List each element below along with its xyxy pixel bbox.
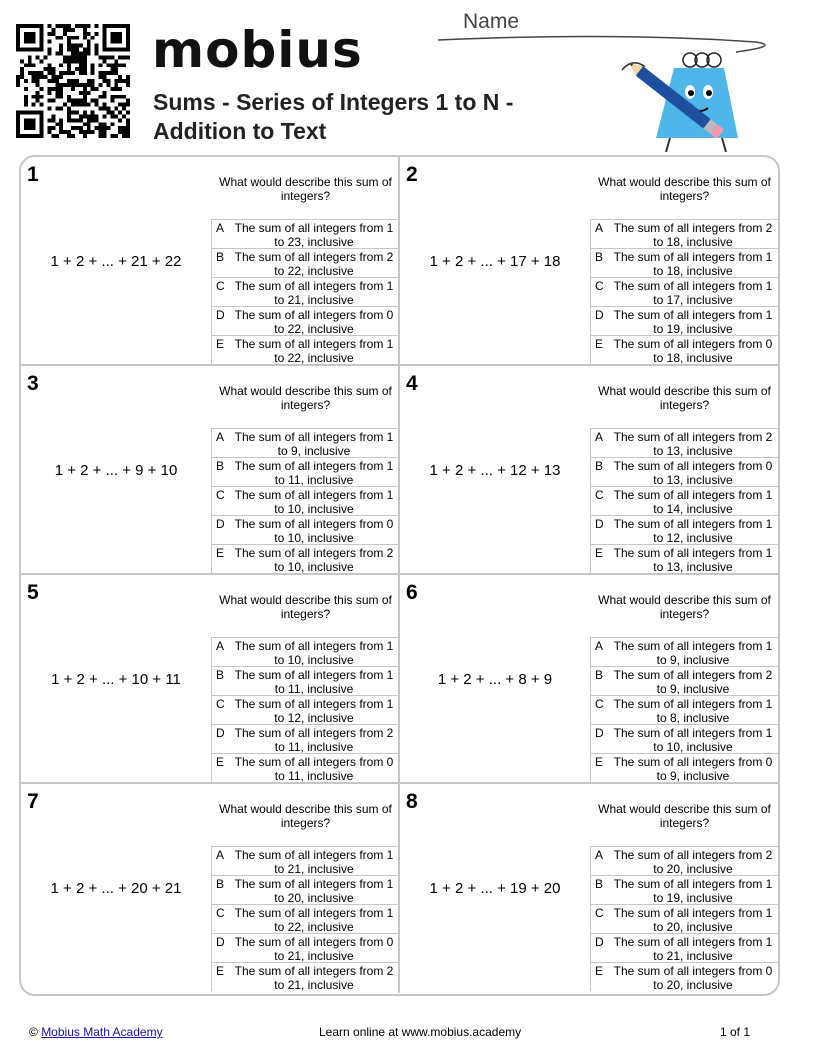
problem-number: 4 [406, 372, 418, 395]
choice-letter: B [216, 877, 225, 891]
sum-expression: 1 + 2 + ... + 17 + 18 [429, 253, 561, 270]
problem-number: 3 [27, 372, 39, 395]
choice-text: The sum of all integers from 1 to 22, inclusive [234, 906, 394, 933]
choice-letter: E [595, 755, 604, 769]
answer-choices [590, 846, 779, 991]
choice-letter: E [216, 964, 225, 978]
choice-text: The sum of all integers from 1 to 17, inclusive [613, 279, 773, 306]
choice-letter: E [216, 337, 225, 351]
choice-letter: D [216, 517, 225, 531]
answer-choice[interactable] [211, 666, 400, 695]
choice-text: The sum of all integers from 1 to 20, inclusive [234, 877, 394, 904]
choice-text: The sum of all integers from 2 to 11, inclusive [234, 726, 394, 753]
problem-number: 5 [27, 581, 39, 604]
answer-choice[interactable] [211, 637, 400, 666]
answer-choice[interactable] [590, 306, 779, 335]
choice-letter: B [216, 250, 225, 264]
problem-number: 7 [27, 790, 39, 813]
answer-choice[interactable] [590, 846, 779, 875]
answer-choice[interactable] [211, 695, 400, 724]
sum-expression: 1 + 2 + ... + 9 + 10 [54, 462, 178, 479]
answer-choice[interactable] [211, 248, 400, 277]
choice-letter: D [216, 935, 225, 949]
choice-text: The sum of all integers from 0 to 9, inclusive [613, 755, 773, 782]
answer-choice[interactable] [211, 219, 400, 248]
choice-letter: A [595, 848, 604, 862]
question-text: What would describe this sum of integers? [219, 802, 392, 830]
sum-expression: 1 + 2 + ... + 12 + 13 [429, 462, 561, 479]
footer-learn-online: Learn online at www.mobius.academy [319, 1025, 522, 1039]
choice-letter: E [216, 546, 225, 560]
mascot-illustration [612, 48, 742, 156]
choice-text: The sum of all integers from 0 to 21, inclusive [234, 935, 394, 962]
answer-choices [211, 846, 400, 991]
answer-choice[interactable] [590, 933, 779, 962]
choice-text: The sum of all integers from 2 to 9, inclusive [613, 668, 773, 695]
choice-letter: C [595, 488, 604, 502]
question-text: What would describe this sum of integers? [598, 384, 771, 412]
choice-letter: D [595, 308, 604, 322]
answer-choice[interactable] [590, 904, 779, 933]
choice-letter: C [216, 488, 225, 502]
choice-text: The sum of all integers from 2 to 13, inclusive [613, 430, 773, 457]
choice-text: The sum of all integers from 2 to 10, inclusive [234, 546, 394, 573]
worksheet-title: Sums - Series of Integers 1 to N - Addition to Text [153, 89, 514, 144]
problem-number: 2 [406, 163, 418, 186]
answer-choice[interactable] [211, 846, 400, 875]
choice-letter: E [216, 755, 225, 769]
choice-text: The sum of all integers from 1 to 14, inclusive [613, 488, 773, 515]
question-text: What would describe this sum of integers? [598, 593, 771, 621]
problem-number: 1 [27, 163, 39, 186]
answer-choice[interactable] [590, 695, 779, 724]
answer-choice[interactable] [590, 666, 779, 695]
answer-choice[interactable] [211, 544, 400, 573]
sum-expression: 1 + 2 + ... + 8 + 9 [437, 671, 553, 688]
sum-expression: 1 + 2 + ... + 20 + 21 [50, 880, 182, 897]
answer-choice[interactable] [590, 637, 779, 666]
choice-letter: B [595, 250, 604, 264]
choice-letter: C [595, 906, 604, 920]
choice-letter: A [216, 639, 225, 653]
choice-text: The sum of all integers from 1 to 19, inclusive [613, 877, 773, 904]
choice-text: The sum of all integers from 1 to 10, inclusive [234, 488, 394, 515]
answer-choice[interactable] [590, 875, 779, 904]
answer-choice[interactable] [211, 428, 400, 457]
answer-choice[interactable] [211, 335, 400, 364]
choice-letter: E [595, 964, 604, 978]
answer-choice[interactable] [590, 724, 779, 753]
choice-letter: A [595, 221, 604, 235]
choice-text: The sum of all integers from 0 to 22, inclusive [234, 308, 394, 335]
question-text: What would describe this sum of integers? [598, 175, 771, 203]
choice-text: The sum of all integers from 0 to 11, inclusive [234, 755, 394, 782]
question-text: What would describe this sum of integers? [598, 802, 771, 830]
answer-choice[interactable] [211, 457, 400, 486]
choice-text: The sum of all integers from 0 to 13, inclusive [613, 459, 773, 486]
answer-choice[interactable] [590, 428, 779, 457]
problem-card [21, 366, 400, 575]
choice-text: The sum of all integers from 1 to 12, inclusive [234, 697, 394, 724]
choice-text: The sum of all integers from 1 to 13, inclusive [613, 546, 773, 573]
choice-text: The sum of all integers from 1 to 11, inclusive [234, 668, 394, 695]
answer-choice[interactable] [590, 486, 779, 515]
answer-choice[interactable] [211, 724, 400, 753]
choice-text: The sum of all integers from 1 to 19, inclusive [613, 308, 773, 335]
choice-text: The sum of all integers from 1 to 22, inclusive [234, 337, 394, 364]
answer-choice[interactable] [211, 515, 400, 544]
choice-letter: E [595, 337, 604, 351]
choice-letter: A [595, 639, 604, 653]
answer-choice[interactable] [590, 277, 779, 306]
footer-page-number: 1 of 1 [720, 1025, 751, 1039]
answer-choice[interactable] [211, 486, 400, 515]
answer-choices [590, 219, 779, 364]
answer-choice[interactable] [211, 933, 400, 962]
problem-card [21, 575, 400, 784]
footer-copyright [29, 1025, 163, 1039]
problem-number: 6 [406, 581, 418, 604]
mobius-logo [152, 22, 363, 78]
answer-choice[interactable] [590, 962, 779, 991]
choice-letter: C [216, 697, 225, 711]
choice-text: The sum of all integers from 0 to 20, inclusive [613, 964, 773, 991]
answer-choice[interactable] [211, 277, 400, 306]
choice-letter: B [216, 668, 225, 682]
choice-letter: B [595, 668, 604, 682]
answer-choice[interactable] [211, 875, 400, 904]
problem-card [400, 575, 778, 784]
choice-letter: C [216, 279, 225, 293]
question-text: What would describe this sum of integers? [219, 175, 392, 203]
problem-card [400, 366, 778, 575]
name-label: Name [463, 10, 520, 33]
problem-card [400, 784, 778, 993]
sum-expression: 1 + 2 + ... + 19 + 20 [429, 880, 561, 897]
academy-link[interactable]: Mobius Math Academy [41, 1025, 163, 1039]
answer-choices [590, 637, 779, 782]
problem-card [21, 784, 400, 993]
choice-letter: D [216, 726, 225, 740]
answer-choices [211, 637, 400, 782]
answer-choice[interactable] [590, 219, 779, 248]
qr-code [16, 24, 130, 138]
copyright-symbol: © [29, 1025, 38, 1039]
choice-text: The sum of all integers from 1 to 9, inclusive [234, 430, 394, 457]
choice-text: The sum of all integers from 1 to 9, inclusive [613, 639, 773, 666]
choice-letter: B [216, 459, 225, 473]
choice-text: The sum of all integers from 1 to 10, inclusive [613, 726, 773, 753]
answer-choice[interactable] [211, 753, 400, 782]
answer-choices [590, 428, 779, 573]
answer-choice[interactable] [590, 248, 779, 277]
choice-text: The sum of all integers from 1 to 23, inclusive [234, 221, 394, 248]
choice-letter: D [595, 517, 604, 531]
answer-choices [211, 219, 400, 364]
choice-text: The sum of all integers from 1 to 8, inclusive [613, 697, 773, 724]
choice-text: The sum of all integers from 0 to 10, inclusive [234, 517, 394, 544]
choice-letter: A [216, 430, 225, 444]
choice-text: The sum of all integers from 1 to 10, inclusive [234, 639, 394, 666]
choice-letter: C [595, 279, 604, 293]
choice-text: The sum of all integers from 1 to 12, inclusive [613, 517, 773, 544]
choice-text: The sum of all integers from 1 to 21, inclusive [613, 935, 773, 962]
choice-letter: A [216, 848, 225, 862]
sum-expression: 1 + 2 + ... + 21 + 22 [50, 253, 182, 270]
choice-letter: C [216, 906, 225, 920]
choice-text: The sum of all integers from 1 to 20, inclusive [613, 906, 773, 933]
problem-card [400, 157, 778, 366]
choice-text: The sum of all integers from 1 to 21, inclusive [234, 279, 394, 306]
answer-choice[interactable] [590, 753, 779, 782]
question-text: What would describe this sum of integers? [219, 384, 392, 412]
choice-letter: B [595, 877, 604, 891]
choice-letter: B [595, 459, 604, 473]
choice-text: The sum of all integers from 2 to 18, inclusive [613, 221, 773, 248]
choice-letter: D [595, 935, 604, 949]
answer-choice[interactable] [590, 335, 779, 364]
choice-text: The sum of all integers from 2 to 21, inclusive [234, 964, 394, 991]
choice-letter: A [595, 430, 604, 444]
problem-grid [19, 155, 780, 996]
answer-choice[interactable] [211, 904, 400, 933]
question-text: What would describe this sum of integers? [219, 593, 392, 621]
choice-letter: E [595, 546, 604, 560]
sum-expression: 1 + 2 + ... + 10 + 11 [51, 671, 181, 688]
problem-number: 8 [406, 790, 418, 813]
choice-letter: D [595, 726, 604, 740]
logo-text: mobius [152, 21, 363, 79]
answer-choice[interactable] [590, 457, 779, 486]
choice-text: The sum of all integers from 1 to 21, inclusive [234, 848, 394, 875]
choice-text: The sum of all integers from 1 to 11, inclusive [234, 459, 394, 486]
choice-letter: C [595, 697, 604, 711]
choice-letter: D [216, 308, 225, 322]
choice-letter: A [216, 221, 225, 235]
answer-choice[interactable] [590, 515, 779, 544]
problem-card [21, 157, 400, 366]
answer-choice[interactable] [590, 544, 779, 573]
choice-text: The sum of all integers from 0 to 18, inclusive [613, 337, 773, 364]
answer-choice[interactable] [211, 306, 400, 335]
answer-choice[interactable] [211, 962, 400, 991]
choice-text: The sum of all integers from 2 to 20, inclusive [613, 848, 773, 875]
choice-text: The sum of all integers from 2 to 22, inclusive [234, 250, 394, 277]
answer-choices [211, 428, 400, 573]
choice-text: The sum of all integers from 1 to 18, inclusive [613, 250, 773, 277]
